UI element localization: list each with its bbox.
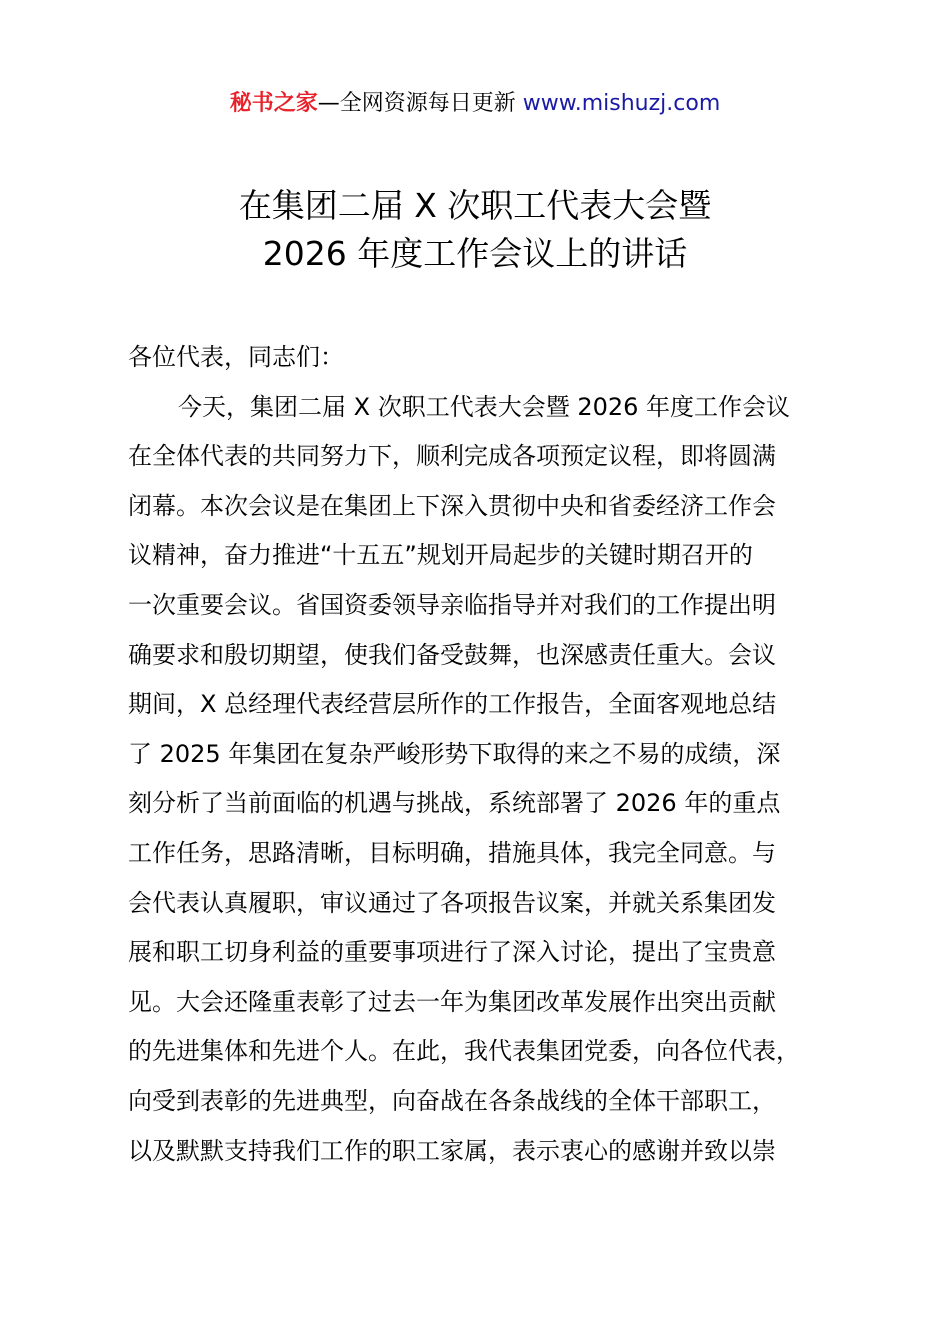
header-tagline: —全网资源每日更新 [317, 91, 523, 116]
paragraph-line: 会代表认真履职，审议通过了各项报告议案，并就关系集团发 [128, 888, 776, 917]
title-line-1: 在集团二届 X 次职工代表大会暨 [238, 186, 712, 225]
paragraph-line: 以及默默支持我们工作的职工家属，表示衷心的感谢并致以崇 [128, 1136, 776, 1165]
paragraph-line: 向受到表彰的先进典型，向奋战在各条战线的全体干部职工， [128, 1086, 776, 1115]
paragraph-line: 见。大会还隆重表彰了过去一年为集团改革发展作出突出贡献 [128, 987, 776, 1016]
paragraph-line: 议精神，奋力推进“十五五”规划开局起步的关键时期召开的 [128, 541, 753, 570]
paragraph-line: 工作任务，思路清晰，目标明确，措施具体，我完全同意。与 [128, 838, 776, 867]
site-url-link[interactable]: www.mishuzj.com [522, 91, 721, 116]
paragraph-line: 闭幕。本次会议是在集团上下深入贯彻中央和省委经济工作会 [128, 491, 776, 520]
salutation: 各位代表，同志们： [128, 343, 344, 371]
paragraph-line: 了 2025 年集团在复杂严峻形势下取得的来之不易的成绩，深 [128, 739, 781, 768]
paragraph-line: 一次重要会议。省国资委领导亲临指导并对我们的工作提出明 [128, 590, 776, 619]
paragraph-line: 期间，X 总经理代表经营层所作的工作报告，全面客观地总结 [128, 690, 777, 719]
paragraph-line: 展和职工切身利益的重要事项进行了深入讨论，提出了宝贵意 [128, 938, 776, 967]
paragraph-line: 刻分析了当前面临的机遇与挑战，系统部署了 2026 年的重点 [128, 789, 781, 818]
paragraph-line: 的先进集体和先进个人。在此，我代表集团党委，向各位代表， [128, 1037, 800, 1066]
site-header [0, 88, 950, 120]
paragraph-line: 在全体代表的共同努力下，顺利完成各项预定议程，即将圆满 [128, 442, 776, 471]
speech-body [128, 333, 848, 1176]
document-title [0, 182, 950, 278]
brand-name: 秘书之家 [229, 91, 318, 116]
paragraph-line: 确要求和殷切期望，使我们备受鼓舞，也深感责任重大。会议 [128, 640, 776, 669]
title-line-2: 2026 年度工作会议上的讲话 [262, 234, 688, 273]
paragraph-line: 今天，集团二届 X 次职工代表大会暨 2026 年度工作会议 [178, 392, 791, 421]
